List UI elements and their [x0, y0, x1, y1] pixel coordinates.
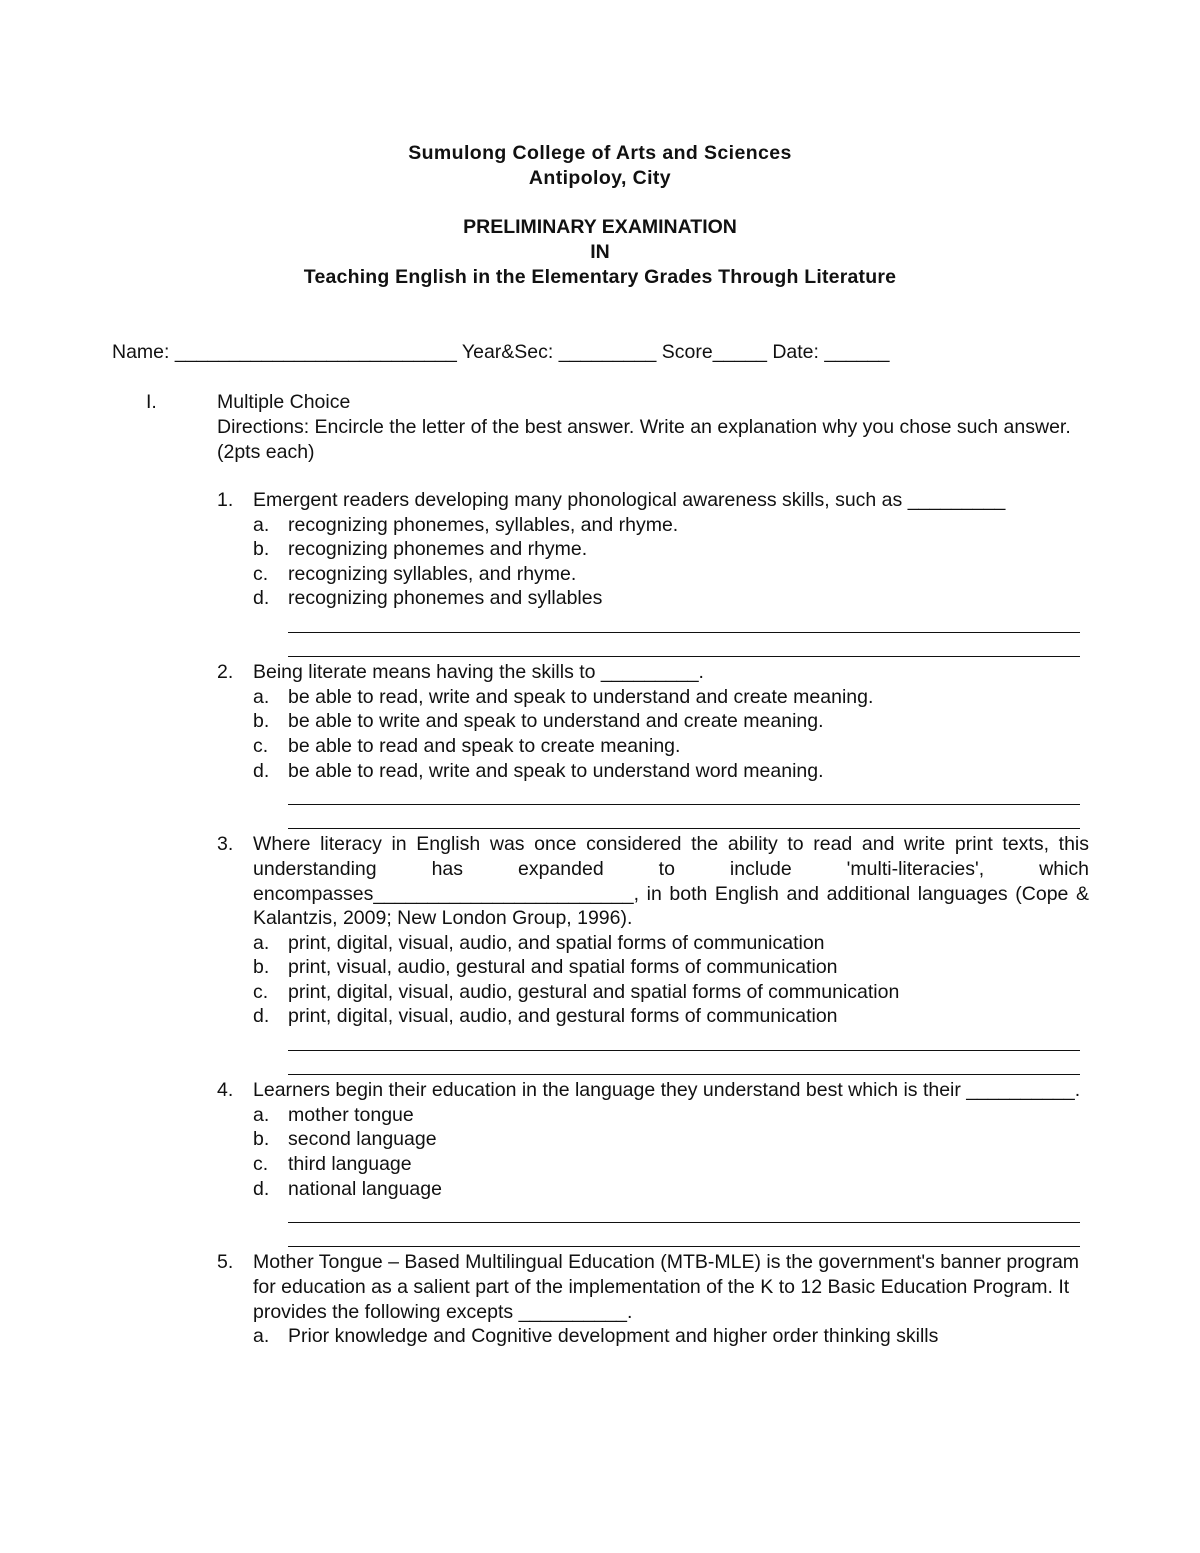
choice-letter: b.	[253, 710, 270, 733]
explanation-line[interactable]	[288, 783, 1080, 808]
choice-text: print, visual, audio, gestural and spatial forms of communication	[288, 956, 838, 979]
explanation-line[interactable]	[288, 1201, 1080, 1226]
choice-c[interactable]	[253, 980, 1089, 1005]
question-3	[217, 832, 1089, 1078]
choice-text: recognizing syllables, and rhyme.	[288, 562, 577, 585]
choice-text: second language	[288, 1128, 437, 1151]
question-list	[217, 488, 1089, 1349]
choice-letter: c.	[253, 1153, 269, 1176]
choice-letter: a.	[253, 513, 270, 536]
choice-b[interactable]	[253, 955, 1089, 980]
choice-a[interactable]	[253, 1103, 1089, 1128]
choice-c[interactable]	[253, 1152, 1089, 1177]
choice-text: be able to write and speak to understand and create meaning.	[288, 710, 824, 733]
question-number: 3.	[217, 833, 234, 856]
question-number: 4.	[217, 1079, 234, 1102]
choice-letter: d.	[253, 1177, 270, 1200]
choice-d[interactable]	[253, 1177, 1089, 1202]
explanation-line[interactable]	[288, 808, 1080, 833]
choice-b[interactable]	[253, 1127, 1089, 1152]
section-directions: Directions: Encircle the letter of the best answer. Write an explanation why you chose such answer. (2pts each)	[217, 416, 1071, 463]
choice-text: Prior knowledge and Cognitive development and higher order thinking skills	[288, 1325, 939, 1348]
question-1	[217, 488, 1089, 660]
choice-b[interactable]	[253, 709, 1089, 734]
question-4	[217, 1078, 1089, 1250]
explanation-line[interactable]	[288, 1226, 1080, 1251]
choice-letter: c.	[253, 562, 269, 585]
school-name: Sumulong College of Arts and Sciences	[408, 142, 792, 164]
section-number: I.	[146, 391, 157, 413]
choice-letter: d.	[253, 1005, 270, 1028]
choice-letter: b.	[253, 538, 270, 561]
choice-text: print, digital, visual, audio, and spatial forms of communication	[288, 931, 825, 954]
choice-text: mother tongue	[288, 1103, 414, 1126]
choice-text: print, digital, visual, audio, and gestural forms of communication	[288, 1005, 838, 1028]
question-text: Emergent readers developing many phonological awareness skills, such as _________	[253, 489, 1006, 511]
explanation-line[interactable]	[288, 1054, 1080, 1079]
choice-text: recognizing phonemes, syllables, and rhyme.	[288, 513, 679, 536]
choice-letter: b.	[253, 956, 270, 979]
student-info-line[interactable]: Name: __________________________ Year&Sec: _________ Score_____ Date: ______	[112, 341, 890, 363]
section-title: Multiple Choice	[217, 391, 351, 413]
choice-letter: a.	[253, 685, 270, 708]
question-text: Where literacy in English was once considered the ability to read and write print texts, this understanding has expanded to include 'multi-literacies', which encompasses________________________, in both English and additional languages (Cope & Kalantzis, 2009; New London Group, 1996).	[253, 833, 1089, 930]
choice-c[interactable]	[253, 734, 1089, 759]
choice-text: third language	[288, 1153, 412, 1176]
choice-d[interactable]	[253, 759, 1089, 784]
choice-letter: c.	[253, 980, 269, 1003]
choice-letter: b.	[253, 1128, 270, 1151]
choice-d[interactable]	[253, 1004, 1089, 1029]
choice-text: recognizing phonemes and rhyme.	[288, 538, 588, 561]
course-title: Teaching English in the Elementary Grades Through Literature	[303, 266, 897, 288]
question-text: Learners begin their education in the language they understand best which is their __________.	[253, 1079, 1081, 1102]
choice-text: print, digital, visual, audio, gestural and spatial forms of communication	[288, 980, 900, 1003]
choice-a[interactable]	[253, 685, 1089, 710]
explanation-line[interactable]	[288, 636, 1080, 661]
choice-letter: d.	[253, 587, 270, 610]
choice-letter: a.	[253, 1325, 270, 1348]
exam-in-label: IN	[590, 241, 610, 263]
question-2	[217, 660, 1089, 832]
choice-d[interactable]	[253, 586, 1089, 611]
choice-a[interactable]	[253, 513, 1089, 538]
explanation-line[interactable]	[288, 611, 1080, 636]
choice-text: national language	[288, 1177, 442, 1200]
school-city: Antipoloy, City	[528, 167, 672, 189]
choice-b[interactable]	[253, 537, 1089, 562]
question-number: 5.	[217, 1251, 234, 1274]
question-text: Being literate means having the skills to _________.	[253, 661, 704, 684]
choice-text: recognizing phonemes and syllables	[288, 587, 603, 610]
choice-a[interactable]	[253, 931, 1089, 956]
choice-a[interactable]	[253, 1324, 1089, 1349]
explanation-line[interactable]	[288, 1029, 1080, 1054]
exam-title: PRELIMINARY EXAMINATION	[463, 216, 737, 238]
choice-text: be able to read and speak to create meaning.	[288, 734, 681, 757]
question-5	[217, 1250, 1089, 1348]
choice-letter: a.	[253, 1103, 270, 1126]
choice-text: be able to read, write and speak to understand and create meaning.	[288, 685, 874, 708]
choice-text: be able to read, write and speak to understand word meaning.	[288, 759, 824, 782]
choice-letter: a.	[253, 931, 270, 954]
choice-letter: c.	[253, 734, 269, 757]
question-text: Mother Tongue – Based Multilingual Education (MTB-MLE) is the government's banner program for education as a salient part of the implementation of the K to 12 Basic Education Program. It provides the following excepts __________.	[253, 1251, 1080, 1323]
question-number: 1.	[217, 489, 234, 511]
choice-c[interactable]	[253, 562, 1089, 587]
choice-letter: d.	[253, 759, 270, 782]
question-number: 2.	[217, 661, 234, 684]
